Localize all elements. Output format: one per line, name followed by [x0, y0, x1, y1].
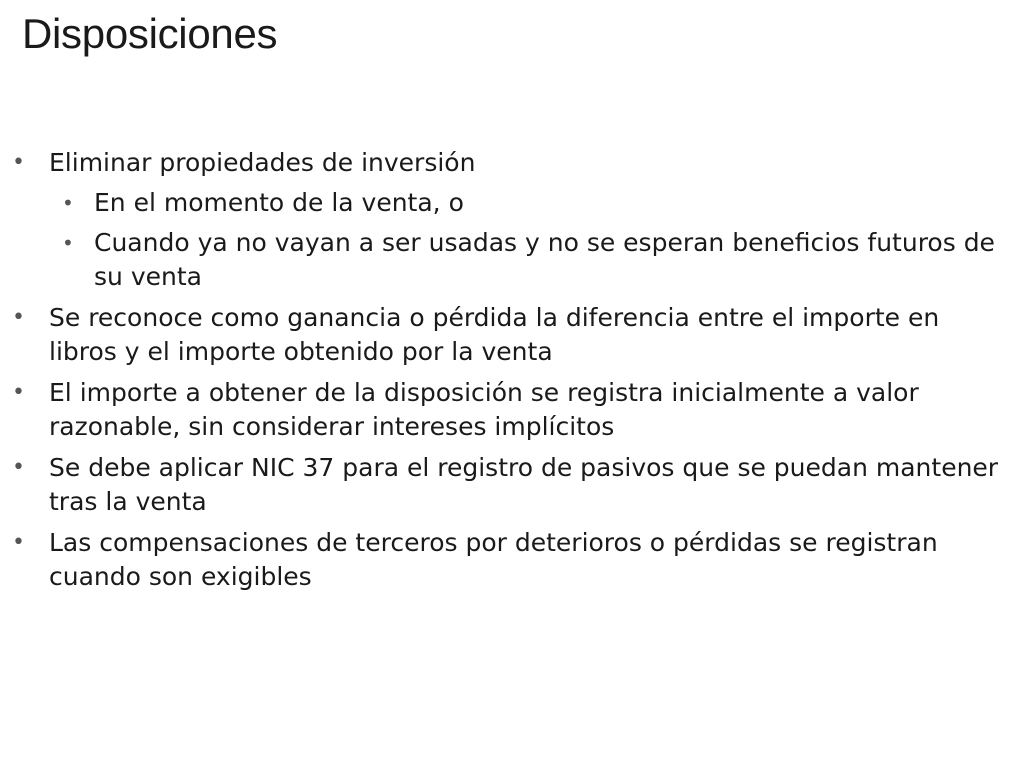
bullet-text: El importe a obtener de la disposición se registra inicialmente a valor razonable, sin considerar intereses implícitos [49, 378, 919, 441]
bullet-dot-icon: • [12, 380, 25, 405]
bullet-dot-icon: • [12, 455, 25, 480]
bullet-list [0, 146, 1010, 601]
bullet-dot-icon: • [12, 530, 25, 555]
bullet-item [0, 451, 1010, 519]
bullet-dot-icon: • [12, 305, 25, 330]
sub-bullet-list [49, 186, 1010, 294]
bullet-text: Se debe aplicar NIC 37 para el registro de pasivos que se puedan mantener tras la venta [49, 453, 999, 516]
bullet-text: Se reconoce como ganancia o pérdida la diferencia entre el importe en libros y el importe obtenido por la venta [49, 303, 940, 366]
sub-bullet-item [49, 226, 1010, 294]
sub-bullet-text: Cuando ya no vayan a ser usadas y no se esperan beneficios futuros de su venta [94, 228, 995, 291]
sub-bullet-item [49, 186, 1010, 220]
bullet-dot-icon: • [62, 191, 74, 215]
bullet-item [0, 301, 1010, 369]
bullet-dot-icon: • [12, 150, 25, 175]
bullet-text: Las compensaciones de terceros por deterioros o pérdidas se registran cuando son exigibles [49, 528, 938, 591]
bullet-item [0, 146, 1010, 294]
bullet-dot-icon: • [62, 231, 74, 255]
bullet-item [0, 376, 1010, 444]
slide-title: Disposiciones [22, 10, 278, 57]
bullet-item [0, 526, 1010, 594]
bullet-text: Eliminar propiedades de inversión [49, 148, 476, 177]
sub-bullet-text: En el momento de la venta, o [94, 188, 464, 217]
